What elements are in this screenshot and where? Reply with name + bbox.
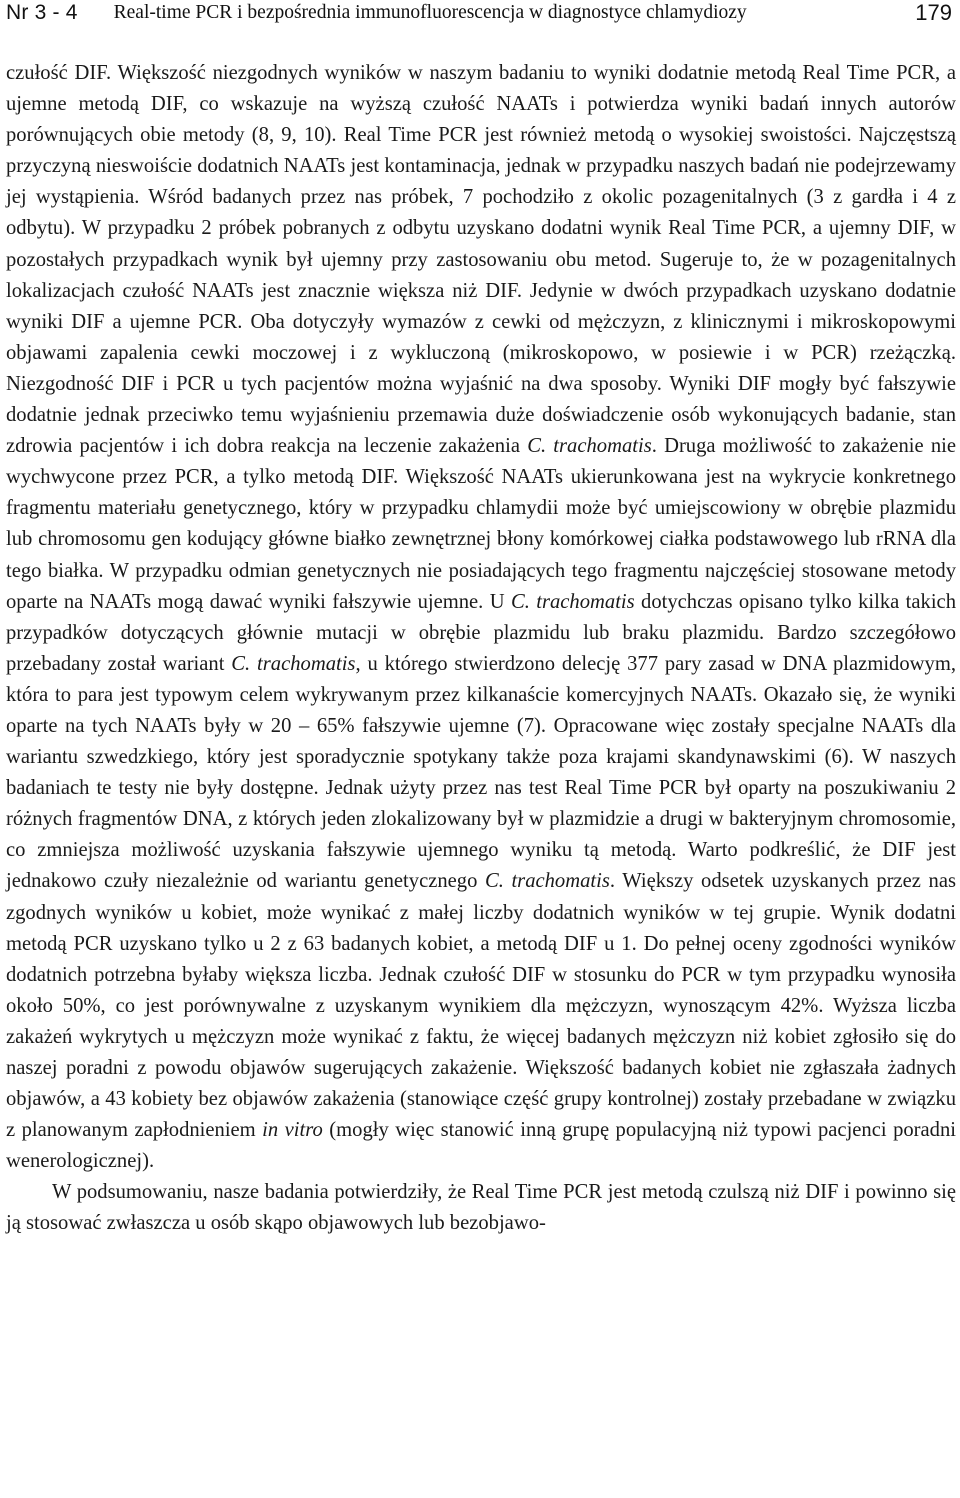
text-segment: czułość DIF. Większość niezgodnych wyników w naszym badaniu to wyniki dodatnie metodą Real Time PCR, a ujemne metodą DIF, co wskazuje na wyższą czułość NAATs i potwierdza wyniki badań innych autorów porównujących obie metody (8, 9, 10). Real Time PCR jest również metodą o wysokiej swoistości. Najczęstszą przyczyną nieswoiście dodatnich NAATs jest kontaminacja, jednak w przypadku naszych badań nie podejrzewamy jej wystąpienia. Wśród badanych przez nas próbek, 7 pochodziło z okolic pozagenitalnych (3 z gardła i 4 z odbytu). W przypadku 2 próbek pobranych z odbytu uzyskano dodatni wynik Real Time PCR, a ujemny DIF, w pozostałych przypadkach wynik był ujemny przy zastosowaniu obu metod. Sugeruje to, że w pozagenitalnych lokalizacjach czułość NAATs jest znacznie większa niż DIF. Jedynie w dwóch przypadkach uzyskano dodatnie wyniki DIF a ujemne PCR. Oba dotyczyły wymazów z cewki od mężczyzn, z klinicznymi i mikroskopowymi objawami zapalenia cewki moczowej i z wykluczoną (mikroskopowo, w posiewie i w PCR) rzeżączką. Niezgodność DIF i PCR u tych pacjentów można wyjaśnić na dwa sposoby. Wyniki DIF mogły być fałszywie dodatnie jednak przeciwko temu wyjaśnieniu przemawia duże doświadczenie osób wykonujących badanie, stan zdrowia pacjentów i ich dobra reakcja na leczenie zakażenia (6, 62, 956, 458)
text-segment: , u którego stwierdzono delecję 377 pary zasad w DNA plazmidowym, która to para jest typowym celem wykrywanym przez kilkanaście komercyjnych NAATs. Okazało się, że wyniki oparte na tych NAATs były w 20 – 65% fałszywie ujemne (7). Opracowane więc zostały specjalne NAATs dla wariantu szwedzkiego, który jest sporadycznie spotykany także poza krajami skandynawskimi (6). W naszych badaniach te testy nie były dostępne. Jednak użyty przez nas test Real Time PCR był oparty na poszukiwaniu 2 różnych fragmentów DNA, z których jeden zlokalizowany był w plazmidzie a drugi w bakteryjnym chromosomie, co zmniejsza możliwość uzyskania fałszywie ujemnego wyniku tą metodą. Warto podkreślić, że DIF jest jednakowo czuły niezależnie od wariantu genetycznego (6, 652, 956, 893)
text-segment: (mogły więc stanowić inną grupę populacyjną niż typowi pacjenci poradni wenerologicznej). (6, 1119, 956, 1173)
text-segment: W podsumowaniu, nasze badania potwierdziły, że Real Time PCR jest metodą czulszą niż DIF i powinno się ją stosować zwłaszcza u osób skąpo objawowych lub bezobjawo- (6, 1181, 956, 1235)
italic-term: C. trachomatis (231, 652, 356, 675)
page-number: 179 (915, 0, 952, 25)
paragraph (6, 1177, 956, 1239)
issue-number: Nr 3 - 4 (6, 1, 78, 24)
running-title: Real-time PCR i bezpośrednia immunofluorescencja w diagnostyce chlamydiozy (113, 2, 747, 23)
italic-term: C. trachomatis (484, 870, 610, 893)
text-segment: . Większy odsetek uzyskanych przez nas zgodnych wyników u kobiet, może wynikać z małej liczby dodatnich wyników w tej grupie. Wynik dodatni metodą PCR uzyskano tylko u 2 z 63 badanych kobiet, a metodą DIF u 1. Do pełnej oceny zgodności wyników dodatnich potrzebna byłaby większa liczba. Jednak czułość DIF w stosunku do PCR w tym przypadku wynosiła około 50%, co jest porównywalne z uzyskanym wynikiem dla mężczyzn, wynoszącym 42%. Wyższa liczba zakażeń wykrytych u mężczyzn może wynikać z faktu, że więcej badanych mężczyzn niż kobiet zgłosiło się do naszej poradni z powodu objawów sugerujących zakażenie. Większość badanych kobiet nie zgłaszała żadnych objawów, a 43 kobiety bez objawów zakażenia (stanowiące część grupy kontrolnej) zostały przebadane w związku z planowanym zapłodnieniem (6, 870, 956, 1142)
text-segment: . Druga możliwość to zakażenie nie wychwycone przez PCR, a tylko metodą DIF. Większość NAATs ukierunkowana jest na wykrycie konkretnego fragmentu materiału genetycznego, który w przypadku chlamydii może być umiejscowiony w obrębie plazmidu lub chromosomu gen kodujący główne białko zewnętrznej błony komórkowej ciałka podstawowego lub rRNA dla tego białka. W przypadku odmian genetycznych nie posiadających tego fragmentu najczęściej stosowane metody oparte na NAATs mogą dawać wyniki fałszywie ujemne. U (6, 435, 956, 613)
paragraph (6, 58, 956, 1177)
italic-term: C. trachomatis (527, 435, 652, 458)
article-body (6, 58, 956, 1240)
italic-term: C. trachomatis (510, 590, 635, 613)
italic-term: in vitro (262, 1119, 323, 1142)
text-segment: dotychczas opisano tylko kilka takich przypadków dotyczących głównie mutacji w obrębie plazmidu lub braku plazmidu. Bardzo szczegółowo przebadany został wariant (6, 590, 956, 675)
running-header (6, 0, 952, 34)
